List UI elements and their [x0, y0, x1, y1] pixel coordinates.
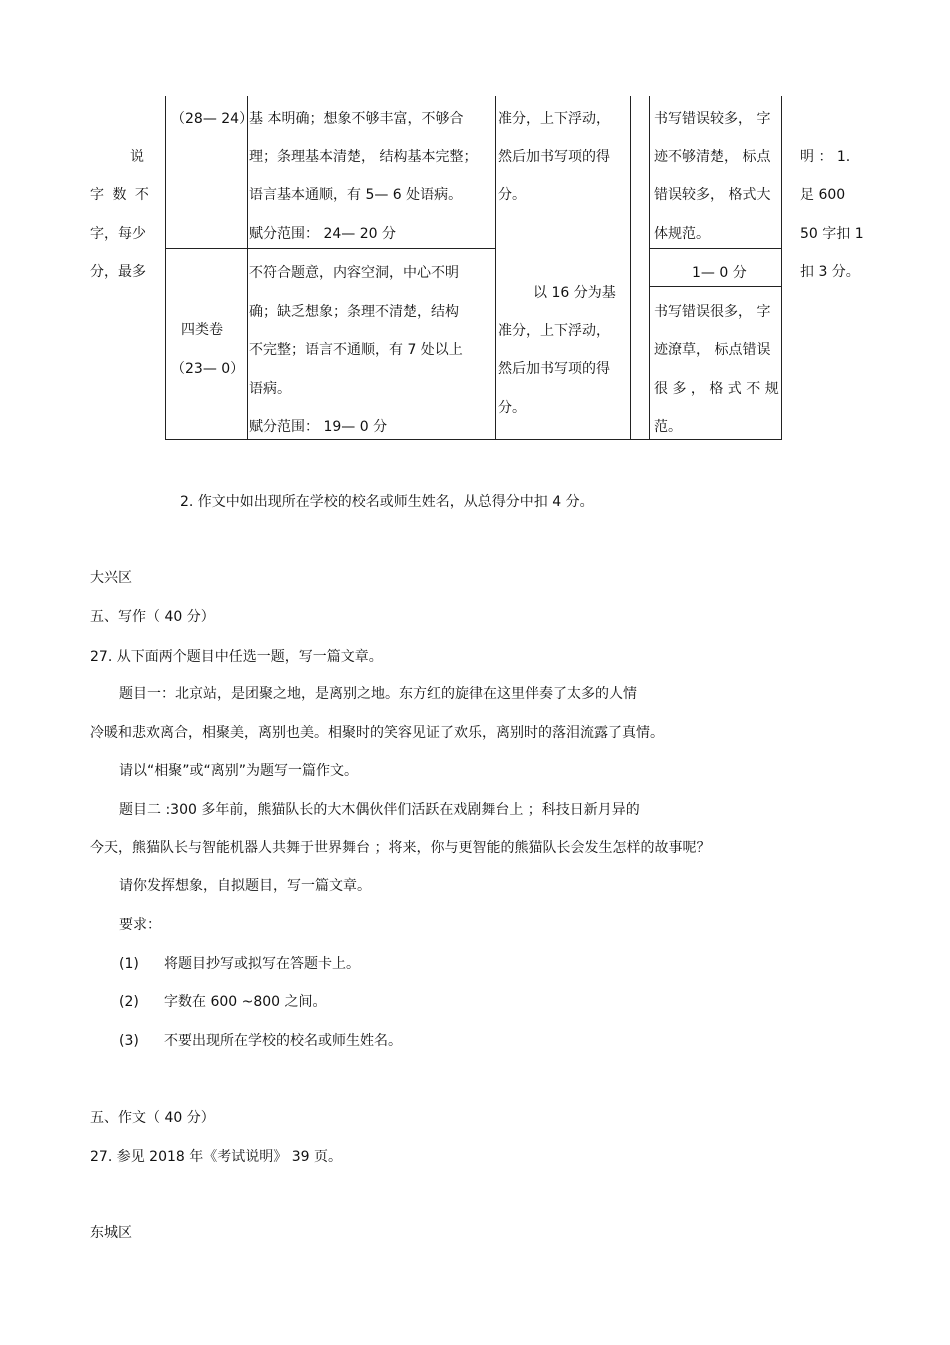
row4-desc-line: 语病。	[249, 381, 291, 397]
right-note-line: 足 600	[800, 187, 846, 203]
answer-question-27: 27. 参见 2018 年《考试说明》 39 页。	[90, 1149, 342, 1165]
table-col-divider-2	[495, 96, 496, 440]
row3-writing-line: 迹不够清楚， 标点	[654, 149, 771, 165]
topic1-prompt: 请以“相聚”或“离别”为题写一篇作文。	[119, 763, 359, 779]
right-note-line: 50 字扣 1	[800, 226, 864, 242]
row4-method-line: 分。	[498, 400, 526, 416]
row4-writing-line: 很 多 ， 格 式 不 规	[654, 381, 779, 397]
row4-writing-line: 迹潦草， 标点错误	[654, 342, 771, 358]
district-heading-dongcheng: 东城区	[90, 1225, 132, 1241]
left-note-line: 分，最多	[90, 264, 146, 280]
right-note-line: 扣 3 分。	[800, 264, 860, 280]
table-right-border	[781, 96, 782, 440]
requirement-text: 字数在 600 ~800 之间。	[164, 994, 327, 1010]
table-left-border	[165, 96, 166, 440]
table-col-divider-1	[247, 96, 248, 440]
row4-desc-line: 确；缺乏想象；条理不清楚，结构	[249, 304, 459, 320]
note-2: 2. 作文中如出现所在学校的校名或师生姓名，从总得分中扣 4 分。	[180, 494, 594, 510]
right-note-line: 明 ： 1.	[800, 149, 851, 165]
answer-section-heading: 五、作文（ 40 分）	[90, 1110, 215, 1126]
table-col-divider-4	[649, 96, 650, 440]
row4-desc-line: 赋分范围： 19— 0 分	[249, 419, 388, 435]
row3-writing-line: 体规范。	[654, 226, 710, 242]
requirement-number: (2)	[119, 994, 139, 1010]
requirement-number: (1)	[119, 956, 139, 972]
row4-writing-line: 范。	[654, 419, 682, 435]
table-row-divider	[165, 248, 496, 249]
row4-grade-label: 四类卷	[181, 322, 223, 338]
requirement-number: (3)	[119, 1033, 139, 1049]
topic1-line: 题目一：北京站，是团聚之地，是离别之地。东方红的旋律在这里伴奏了太多的人情	[119, 686, 637, 702]
row4-desc-line: 不符合题意，内容空洞，中心不明	[249, 265, 459, 281]
requirement-text: 不要出现所在学校的校名或师生姓名。	[164, 1033, 402, 1049]
row4-desc-line: 不完整；语言不通顺，有 7 处以上	[249, 342, 463, 358]
row3-desc-line: 基 本明确；想象不够丰富，不够合	[249, 111, 464, 127]
left-note-line: 字，每少	[90, 226, 146, 242]
row3-desc-line: 赋分范围： 24— 20 分	[249, 226, 396, 242]
topic2-line: 今天，熊猫队长与智能机器人共舞于世界舞台 ；将来，你与更智能的熊猫队长会发生怎样的故事呢？	[90, 840, 711, 856]
row3-method-line: 准分，上下浮动，	[498, 111, 610, 127]
table-col-divider-3	[630, 96, 631, 440]
row4-method-line: 以 16 分为基	[533, 285, 616, 301]
row3-desc-line: 理；条理基本清楚， 结构基本完整；	[249, 149, 478, 165]
topic1-line: 冷暖和悲欢离合，相聚美，离别也美。相聚时的笑容见证了欢乐，离别时的落泪流露了真情。	[90, 725, 664, 741]
district-heading: 大兴区	[90, 570, 132, 586]
row4-method-line: 准分，上下浮动，	[498, 323, 610, 339]
left-note-line: 说	[130, 149, 144, 165]
requirement-text: 将题目抄写或拟写在答题卡上。	[164, 956, 360, 972]
table-writing-divider	[650, 286, 782, 287]
requirements-label: 要求：	[119, 917, 161, 933]
row4-grade-range: （23— 0）	[171, 361, 245, 377]
row3-writing-line: 书写错误较多， 字	[654, 111, 771, 127]
row4-method-line: 然后加书写项的得	[498, 361, 610, 377]
left-note-line: 字 数 不	[90, 187, 151, 203]
topic2-line: 题目二 :300 多年前，熊猫队长的大木偶伙伴们活跃在戏剧舞台上 ；科技日新月异的	[119, 802, 640, 818]
row3-writing-line: 错误较多， 格式大	[654, 187, 771, 203]
row4-writing-score: 1— 0 分	[692, 265, 747, 281]
topic2-prompt: 请你发挥想象，自拟题目，写一篇文章。	[119, 878, 371, 894]
row3-grade: （28— 24）	[171, 111, 254, 127]
row3-method-line: 然后加书写项的得	[498, 149, 610, 165]
row3-method-line: 分。	[498, 187, 526, 203]
row3-desc-line: 语言基本通顺，有 5— 6 处语病。	[249, 187, 463, 203]
row4-writing-line: 书写错误很多， 字	[654, 304, 771, 320]
question-27: 27. 从下面两个题目中任选一题，写一篇文章。	[90, 649, 383, 665]
table-bottom-border	[165, 439, 782, 440]
section-heading: 五、写作（ 40 分）	[90, 609, 215, 625]
table-row-divider-right	[650, 248, 782, 249]
